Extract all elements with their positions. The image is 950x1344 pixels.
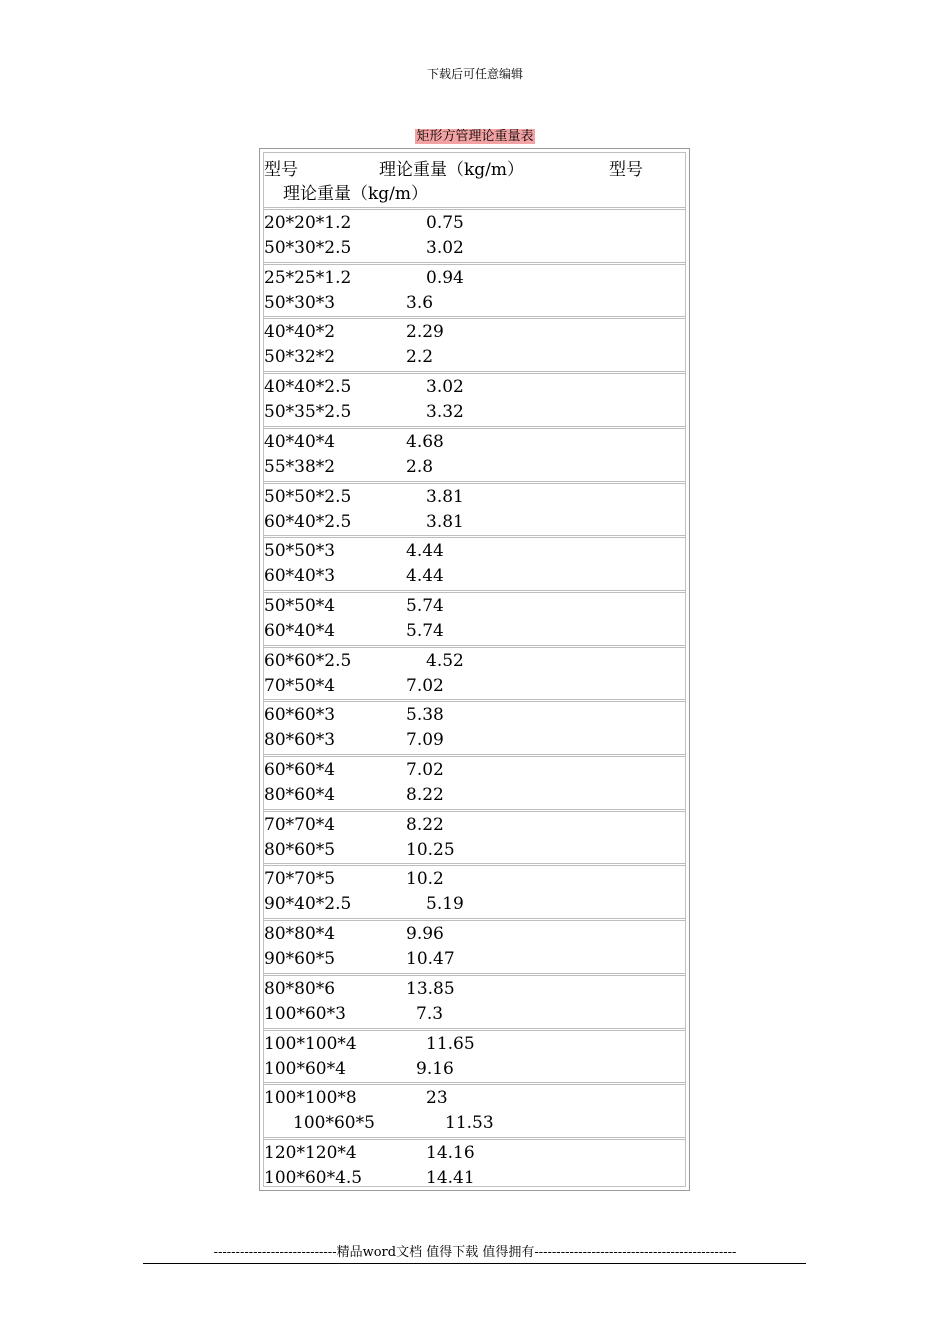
table-row [264, 431, 685, 481]
table-row [264, 650, 685, 700]
table-row [264, 540, 685, 590]
header-model-1: 型号 [264, 160, 298, 180]
table-row [264, 868, 685, 918]
weight-cell: 11.65 [426, 1033, 475, 1054]
weight-cell: 8.22 [406, 785, 444, 805]
model-cell: 90*40*2.5 [264, 894, 352, 915]
row-separator [264, 207, 685, 210]
weight-cell: 3.32 [426, 402, 464, 423]
table-row [264, 486, 685, 536]
model-cell: 100*100*4 [264, 1033, 357, 1054]
weight-cell: 14.16 [426, 1142, 475, 1163]
footer-rule [143, 1263, 806, 1264]
model-cell: 100*60*3 [264, 1003, 346, 1024]
row-separator [264, 1028, 685, 1031]
table-row [264, 267, 685, 317]
weight-cell: 7.3 [416, 1003, 444, 1024]
weight-cell: 9.96 [406, 924, 444, 945]
header-weight-2: 理论重量（kg/m） [283, 184, 429, 204]
weight-cell: 23 [426, 1088, 448, 1109]
weight-cell: 4.52 [426, 650, 464, 671]
model-cell: 70*50*4 [264, 675, 336, 696]
model-cell: 60*60*3 [264, 705, 336, 726]
model-cell: 80*80*6 [264, 978, 336, 999]
model-cell: 60*40*3 [264, 566, 336, 587]
weight-cell: 3.02 [426, 238, 464, 258]
row-separator [264, 426, 685, 429]
model-cell: 100*60*5 [293, 1113, 375, 1134]
weight-cell: 5.38 [406, 705, 444, 726]
weight-cell: 14.41 [426, 1167, 475, 1188]
row-separator [264, 371, 685, 374]
weight-cell: 8.22 [406, 814, 444, 835]
table-row [264, 212, 685, 262]
weight-cell: 4.68 [406, 431, 444, 452]
weight-cell: 11.53 [445, 1113, 494, 1134]
weight-cell: 7.02 [406, 675, 444, 696]
weight-cell: 9.16 [416, 1058, 454, 1079]
weight-cell: 3.81 [426, 486, 464, 507]
model-cell: 40*40*2 [264, 322, 336, 343]
weight-cell: 3.02 [426, 377, 464, 398]
weight-cell: 4.44 [406, 541, 444, 562]
model-cell: 100*60*4.5 [264, 1167, 363, 1188]
model-cell: 60*60*4 [264, 760, 336, 780]
model-cell: 70*70*5 [264, 869, 336, 890]
weight-cell: 0.94 [426, 267, 464, 288]
table-row [264, 1142, 685, 1192]
row-separator [264, 316, 685, 319]
table-row [264, 759, 685, 809]
row-separator [264, 481, 685, 484]
model-cell: 60*40*4 [264, 620, 336, 641]
weight-cell: 2.2 [406, 347, 434, 368]
row-separator [264, 590, 685, 593]
model-cell: 25*25*1.2 [264, 267, 352, 288]
table-row [264, 376, 685, 426]
model-cell: 20*20*1.2 [264, 213, 352, 233]
header-weight-1: 理论重量（kg/m） [379, 160, 525, 180]
row-separator [264, 754, 685, 757]
model-cell: 100*60*4 [264, 1058, 346, 1079]
row-separator [264, 535, 685, 538]
row-separator [264, 809, 685, 812]
table-header-row [264, 153, 685, 205]
table-row [264, 321, 685, 371]
weight-cell: 4.44 [406, 566, 444, 587]
model-cell: 55*38*2 [264, 456, 336, 477]
model-cell: 80*60*4 [264, 785, 336, 805]
weight-cell: 3.6 [406, 292, 434, 313]
table-row [264, 1087, 685, 1137]
weight-table-inner [263, 152, 686, 1187]
row-separator [264, 699, 685, 702]
header-model-2: 型号 [609, 160, 643, 180]
model-cell: 100*100*8 [264, 1088, 357, 1109]
weight-cell: 10.2 [406, 869, 444, 890]
model-cell: 60*60*2.5 [264, 650, 352, 671]
weight-cell: 0.75 [426, 213, 464, 233]
weight-cell: 7.02 [406, 760, 444, 780]
table-row [264, 978, 685, 1028]
model-cell: 50*30*3 [264, 292, 336, 313]
model-cell: 50*35*2.5 [264, 402, 352, 423]
table-row [264, 814, 685, 864]
row-separator [264, 645, 685, 648]
model-cell: 40*40*2.5 [264, 377, 352, 398]
model-cell: 80*80*4 [264, 924, 336, 945]
weight-cell: 7.09 [406, 730, 444, 751]
model-cell: 50*50*3 [264, 541, 336, 562]
row-separator [264, 918, 685, 921]
table-row [264, 1033, 685, 1083]
weight-cell: 10.25 [406, 839, 455, 860]
weight-cell: 2.29 [406, 322, 444, 343]
model-cell: 60*40*2.5 [264, 511, 352, 532]
model-cell: 70*70*4 [264, 814, 336, 835]
row-separator [264, 863, 685, 866]
model-cell: 120*120*4 [264, 1142, 357, 1163]
weight-cell: 5.19 [426, 894, 464, 915]
weight-table [259, 148, 690, 1191]
weight-cell: 13.85 [406, 978, 455, 999]
model-cell: 50*50*4 [264, 595, 336, 616]
model-cell: 90*60*5 [264, 949, 336, 970]
weight-cell: 3.81 [426, 511, 464, 532]
weight-cell: 5.74 [406, 620, 444, 641]
table-row [264, 923, 685, 973]
weight-cell: 10.47 [406, 949, 455, 970]
model-cell: 80*60*5 [264, 839, 336, 860]
model-cell: 40*40*4 [264, 431, 336, 452]
page-header: 下载后可任意编辑 [426, 67, 523, 81]
weight-cell: 5.74 [406, 595, 444, 616]
model-cell: 80*60*3 [264, 730, 336, 751]
table-title-text: 矩形方管理论重量表 [416, 129, 534, 144]
row-separator [264, 973, 685, 976]
model-cell: 50*32*2 [264, 347, 336, 368]
table-title [0, 128, 950, 145]
table-row [264, 704, 685, 754]
weight-cell: 2.8 [406, 456, 434, 477]
page-footer: ----------------------------精品word文档 值得下载 值得拥有---------------------------------------------- [213, 1245, 737, 1260]
row-separator [264, 262, 685, 265]
model-cell: 50*30*2.5 [264, 238, 352, 258]
model-cell: 50*50*2.5 [264, 486, 352, 507]
table-row [264, 595, 685, 645]
row-separator [264, 1082, 685, 1085]
row-separator [264, 1137, 685, 1140]
